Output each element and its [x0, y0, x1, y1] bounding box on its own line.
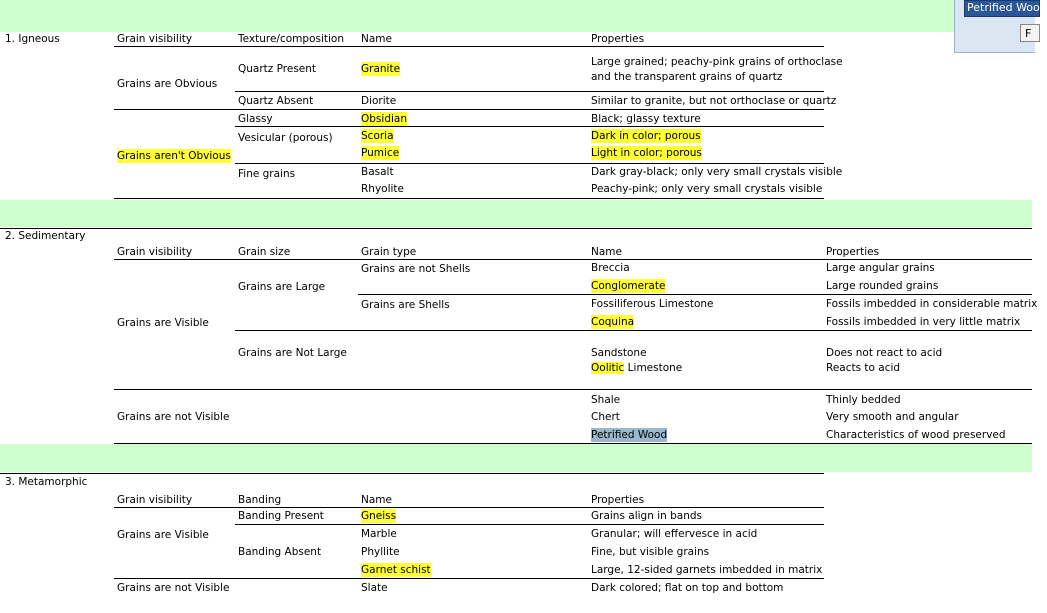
- rock-name: Shale: [591, 394, 621, 406]
- green-band-sedimentary-end: [0, 444, 1032, 472]
- header-properties: Properties: [591, 494, 645, 506]
- rock-properties: Dark in color; porous: [591, 130, 701, 142]
- rock-name: Granite: [361, 63, 401, 75]
- rock-name-limestone: Limestone: [624, 362, 683, 374]
- rock-properties: Dark colored; flat on top and bottom: [591, 582, 784, 594]
- size-not-large: Grains are Not Large: [238, 347, 347, 359]
- rock-properties: Large rounded grains: [826, 280, 939, 292]
- header-name: Name: [361, 33, 392, 45]
- rock-properties: Large, 12-sided garnets imbedded in matrix: [591, 564, 823, 576]
- header-grain-visibility: Grain visibility: [117, 494, 193, 506]
- rock-name: Garnet schist: [361, 564, 431, 576]
- rock-name: Pumice: [361, 147, 400, 159]
- texture-fine-grains: Fine grains: [238, 168, 296, 180]
- rock-properties: Fossils imbedded in very little matrix: [826, 316, 1021, 328]
- divider: [0, 473, 824, 474]
- green-band-top: [0, 0, 954, 32]
- divider: [235, 524, 824, 525]
- divider: [114, 109, 824, 110]
- rock-name: Marble: [361, 528, 397, 540]
- header-grain-type: Grain type: [361, 246, 417, 258]
- rock-name: Chert: [591, 411, 620, 423]
- rock-name: Gneiss: [361, 510, 397, 522]
- rock-name: Sandstone: [591, 347, 647, 359]
- rock-properties: Peachy-pink; only very small crystals visible: [591, 183, 823, 195]
- divider: [358, 294, 1032, 295]
- texture-vesicular: Vesicular (porous): [238, 132, 333, 144]
- rock-properties: Black; glassy texture: [591, 113, 701, 125]
- rock-name: Coquina: [591, 316, 635, 328]
- divider: [235, 330, 1032, 331]
- green-band-igneous-end: [0, 200, 1032, 227]
- rock-name: Scoria: [361, 130, 394, 142]
- rock-name: Diorite: [361, 95, 397, 107]
- divider: [114, 389, 1032, 390]
- rock-properties: Thinly bedded: [826, 394, 901, 406]
- divider: [0, 228, 1032, 229]
- visibility-visible: Grains are Visible: [117, 317, 209, 329]
- rock-name: Fossiliferous Limestone: [591, 298, 714, 310]
- size-large: Grains are Large: [238, 281, 326, 293]
- visibility-not-visible: Grains are not Visible: [117, 582, 230, 594]
- rock-properties: Large grained; peachy-pink grains of orthoclase: [591, 56, 843, 68]
- visibility-obvious: Grains are Obvious: [117, 78, 218, 90]
- rock-name: Breccia: [591, 262, 630, 274]
- rock-properties: Does not react to acid: [826, 347, 943, 359]
- divider: [114, 578, 824, 579]
- visibility-not-obvious: Grains aren't Obvious: [117, 150, 231, 162]
- section-metamorphic: 3. Metamorphic: [5, 476, 88, 488]
- divider: [114, 46, 824, 47]
- divider: [114, 443, 1032, 444]
- divider: [114, 507, 824, 508]
- rock-name: Slate: [361, 582, 388, 594]
- visibility-visible: Grains are Visible: [117, 529, 209, 541]
- rock-name: Rhyolite: [361, 183, 404, 195]
- header-texture: Texture/composition: [238, 33, 344, 45]
- rock-properties: Granular; will effervesce in acid: [591, 528, 758, 540]
- section-sedimentary: 2. Sedimentary: [5, 230, 86, 242]
- rock-name: [591, 361, 682, 375]
- header-grain-visibility: Grain visibility: [117, 33, 193, 45]
- rock-properties: Fossils imbedded in considerable matrix: [826, 298, 1038, 310]
- header-grain-size: Grain size: [238, 246, 291, 258]
- popup-button[interactable]: F: [1020, 24, 1040, 42]
- rock-name: Conglomerate: [591, 280, 666, 292]
- section-igneous: 1. Igneous: [5, 33, 60, 45]
- divider: [235, 91, 824, 92]
- banding-absent: Banding Absent: [238, 546, 322, 558]
- rock-properties: Similar to granite, but not orthoclase or quartz: [591, 95, 837, 107]
- rock-properties: Fine, but visible grains: [591, 546, 710, 558]
- header-properties: Properties: [826, 246, 880, 258]
- header-banding: Banding: [238, 494, 282, 506]
- rock-properties-line2: and the transparent grains of quartz: [591, 71, 783, 83]
- texture-quartz-absent: Quartz Absent: [238, 95, 314, 107]
- divider: [114, 259, 1032, 260]
- divider: [114, 198, 824, 199]
- rock-properties: Reacts to acid: [826, 362, 901, 374]
- banding-present: Banding Present: [238, 510, 324, 522]
- rock-properties: Dark gray-black; only very small crystals visible: [591, 166, 843, 178]
- popup-search-field[interactable]: Petrified Wood: [964, 0, 1040, 17]
- rock-properties: Large angular grains: [826, 262, 935, 274]
- header-name: Name: [361, 494, 392, 506]
- rock-properties: Characteristics of wood preserved: [826, 429, 1006, 441]
- visibility-not-visible: Grains are not Visible: [117, 411, 230, 423]
- type-shells: Grains are Shells: [361, 299, 450, 311]
- rock-properties: Very smooth and angular: [826, 411, 959, 423]
- divider: [235, 163, 824, 164]
- rock-properties: Light in color; porous: [591, 147, 702, 159]
- rock-properties: Grains align in bands: [591, 510, 702, 522]
- header-grain-visibility: Grain visibility: [117, 246, 193, 258]
- divider: [235, 126, 824, 127]
- find-popup: [954, 0, 1047, 53]
- type-not-shells: Grains are not Shells: [361, 263, 471, 275]
- rock-name: Phyllite: [361, 546, 400, 558]
- texture-quartz-present: Quartz Present: [238, 63, 317, 75]
- header-name: Name: [591, 246, 622, 258]
- texture-glassy: Glassy: [238, 113, 273, 125]
- rock-name-selected[interactable]: Petrified Wood: [591, 429, 668, 441]
- rock-name-oolitic: Oolitic: [591, 362, 625, 374]
- rock-name: Basalt: [361, 166, 394, 178]
- rock-name: Obsidian: [361, 113, 407, 125]
- header-properties: Properties: [591, 33, 645, 45]
